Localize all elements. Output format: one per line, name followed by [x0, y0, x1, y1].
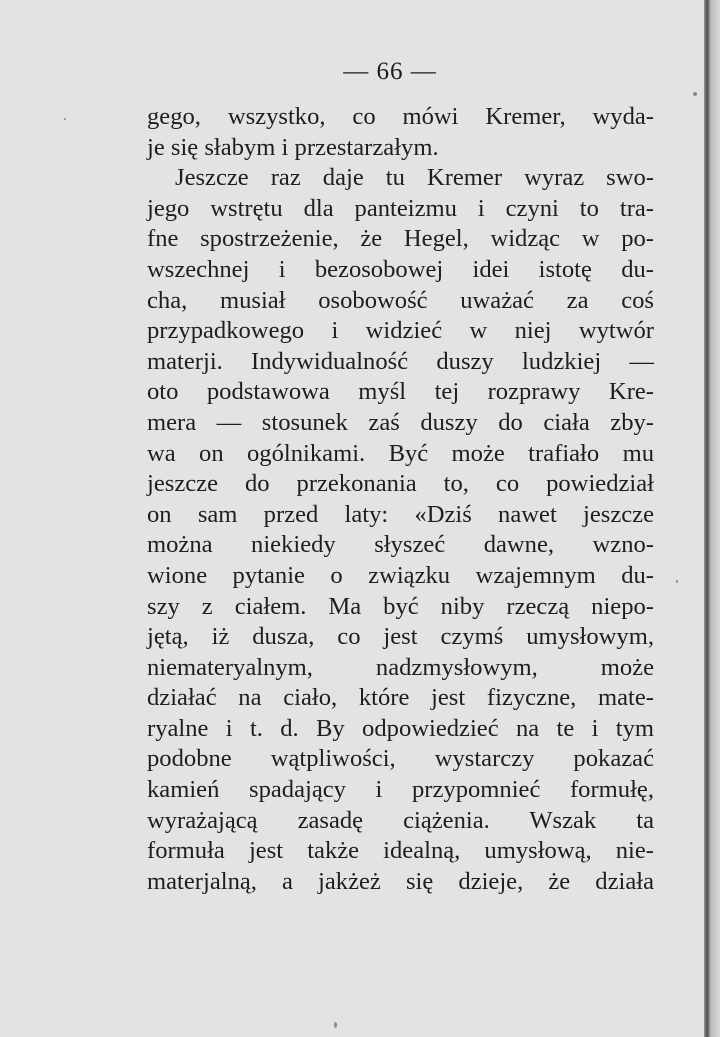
text-line: wszechnej i bezosobowej idei istotę du- [147, 255, 654, 283]
paper-speck [693, 92, 697, 96]
body-text [147, 102, 654, 897]
text-line: wione pytanie o związku wzajemnym du- [147, 561, 654, 589]
text-line: formuła jest także idealną, umysłową, nie- [147, 837, 654, 865]
text-line: mera — stosunek zaś duszy do ciała zby- [147, 408, 654, 436]
text-line: szy z ciałem. Ma być niby rzeczą niepo- [147, 592, 654, 620]
text-line: oto podstawowa myśl tej rozprawy Kre- [147, 378, 654, 406]
text-line: fne spostrzeżenie, że Hegel, widząc w po- [147, 225, 654, 253]
paper-speck [64, 118, 66, 120]
text-line: podobne wątpliwości, wystarczy pokazać [147, 745, 654, 773]
text-line: gego, wszystko, co mówi Kremer, wyda- [147, 103, 654, 130]
text-line: wyrażającą zasadę ciążenia. Wszak ta [147, 806, 654, 834]
text-line: jeszcze do przekonania to, co powiedział [147, 470, 654, 498]
text-line: działać na ciało, które jest fizyczne, mate- [147, 684, 654, 712]
text-line: kamień spadający i przypomnieć formułę, [147, 776, 654, 804]
text-line: je się słabym i przestarzałym. [147, 133, 439, 161]
text-line: jętą, iż dusza, co jest czymś umysłowym, [147, 623, 654, 651]
text-line: cha, musiał osobowość uważać za coś [147, 286, 654, 314]
page-number: — 66 — [343, 58, 437, 85]
text-line: materji. Indywidualność duszy ludzkiej — [147, 347, 654, 375]
text-line: ryalne i t. d. By odpowiedzieć na te i tym [147, 714, 654, 742]
paper-speck [334, 1022, 337, 1028]
text-line: materjalną, a jakżeż się dzieje, że działa [147, 867, 654, 895]
text-line: niemateryalnym, nadzmysłowym, może [147, 653, 654, 681]
text-line: on sam przed laty: «Dziś nawet jeszcze [147, 500, 654, 528]
page-edge-shadow [704, 0, 720, 1037]
text-line: Jeszcze raz daje tu Kremer wyraz swo- [175, 164, 654, 192]
text-line: można niekiedy słyszeć dawne, wzno- [147, 531, 654, 559]
text-line: przypadkowego i widzieć w niej wytwór [147, 317, 654, 345]
text-line: wa on ogólnikami. Być może trafiało mu [147, 439, 654, 467]
text-line: jego wstrętu dla panteizmu i czyni to tra- [147, 194, 654, 222]
paper-speck [676, 580, 678, 583]
